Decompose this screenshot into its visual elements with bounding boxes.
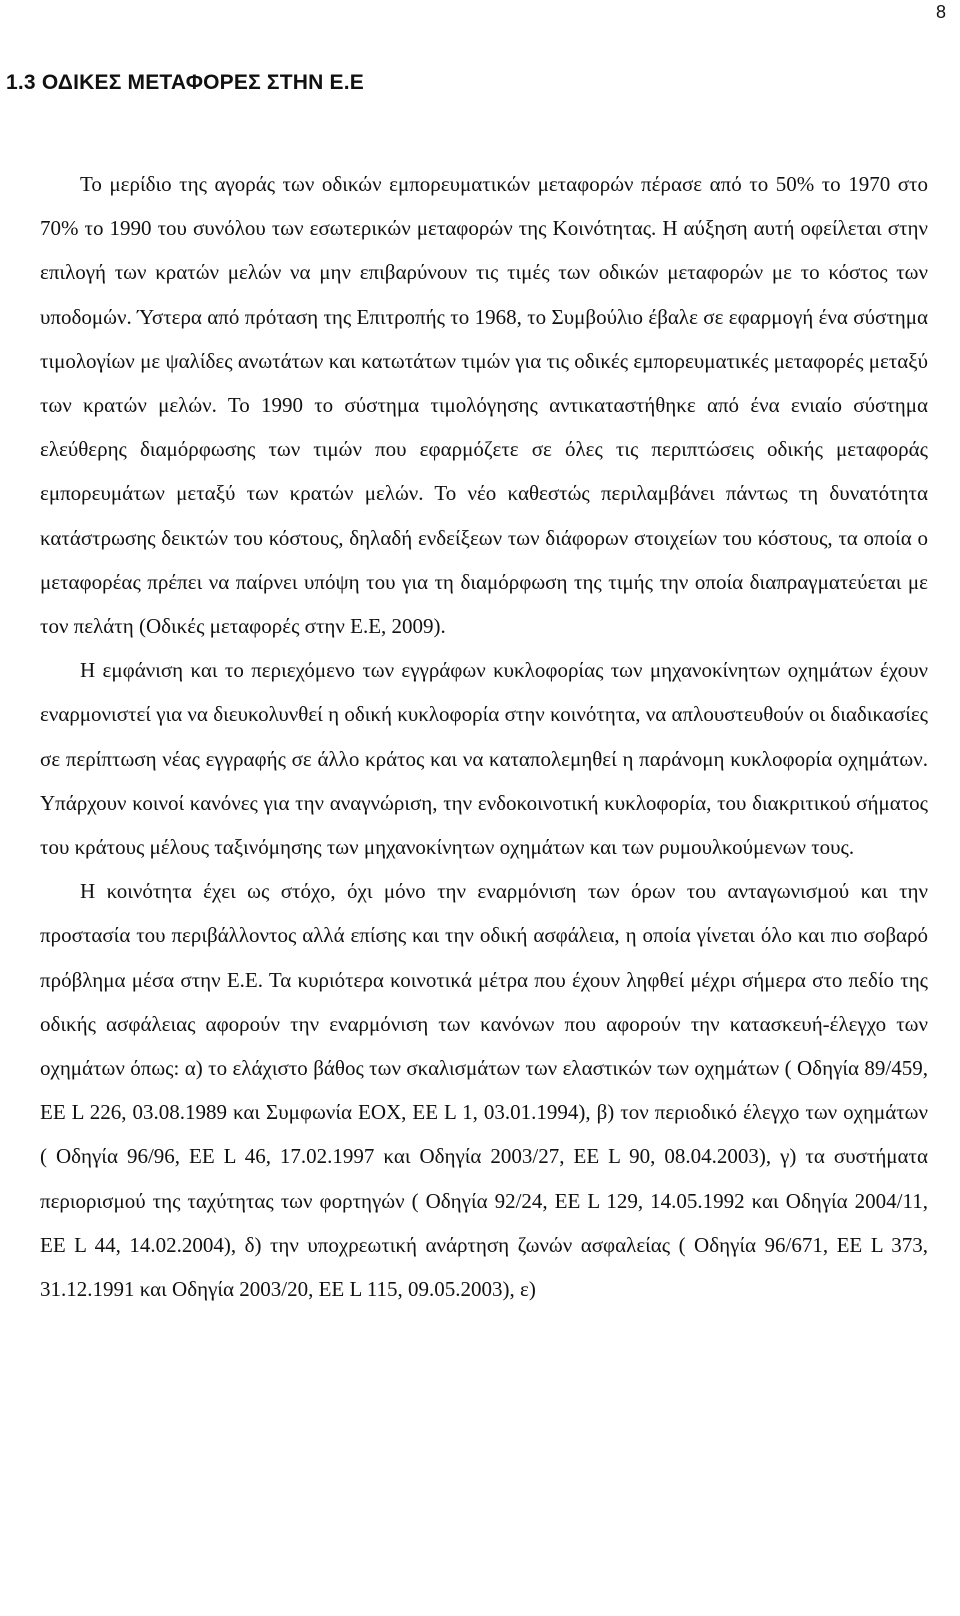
paragraph-road-freight-market: Το μερίδιο της αγοράς των οδικών εμπορευματικών μεταφορών πέρασε από το 50% το 1970 στο 70% το 1990 του συνόλου των εσωτερικών μεταφορών της Κοινότητας. Η αύξηση αυτή οφείλεται στην επιλογή των κρατών μελών να μην επιβαρύνουν τις τιμές των οδικών μεταφορών με το κόστος των υποδομών. Ύστερα από πρόταση της Επιτροπής το 1968, το Συμβούλιο έβαλε σε εφαρμογή ένα σύστημα τιμολογίων με ψαλίδες ανωτάτων και κατωτάτων τιμών για τις οδικές εμπορευματικές μεταφορές μεταξύ των κρατών μελών. Το 1990 το σύστημα τιμολόγησης αντικαταστήθηκε από ένα ενιαίο σύστημα ελεύθερης διαμόρφωσης των τιμών που εφαρμόζετε σε όλες τις περιπτώσεις οδικής μεταφοράς εμπορευμάτων μεταξύ των κρατών μελών. Το νέο καθεστώς περιλαμβάνει πάντως τη δυνατότητα κατάστρωσης δεικτών του κόστους, δηλαδή ενδείξεων των διάφορων στοιχείων του κόστους, τα οποία ο μεταφορέας πρέπει να παίρνει υπόψη του για τη διαμόρφωση της τιμής την οποία διαπραγματεύεται με τον πελάτη (Οδικές μεταφορές στην Ε.Ε, 2009). xyxy=(40,172,928,639)
paragraph-vehicle-registration: Η εμφάνιση και το περιεχόμενο των εγγράφων κυκλοφορίας των μηχανοκίνητων οχημάτων έχουν εναρμονιστεί για να διευκολυνθεί η οδική κυκλοφορία στην κοινότητα, να απλουστευθούν οι διαδικασίες σε περίπτωση νέας εγγραφής σε άλλο κράτος και να καταπολεμηθεί η παράνομη κυκλοφορία οχημάτων. Υπάρχουν κοινοί κανόνες για την αναγνώριση, την ενδοκοινοτική κυκλοφορία, του διακριτικού σήματος του κράτους μέλους ταξινόμησης των μηχανοκίνητων οχημάτων και των ρυμουλκούμενων τους. xyxy=(40,658,928,860)
section-heading: 1.3 ΟΔΙΚΕΣ ΜΕΤΑΦΟΡΕΣ ΣΤΗΝ Ε.Ε xyxy=(6,71,364,94)
body-text xyxy=(40,162,928,1311)
page-number: 8 xyxy=(935,2,946,22)
paragraph-road-safety: Η κοινότητα έχει ως στόχο, όχι μόνο την εναρμόνιση των όρων του ανταγωνισμού και την προστασία του περιβάλλοντος αλλά επίσης και την οδική ασφάλεια, η οποία γίνεται όλο και πιο σοβαρό πρόβλημα μέσα στην Ε.Ε. Τα κυριότερα κοινοτικά μέτρα που έχουν ληφθεί μέχρι σήμερα στο πεδίο της οδικής ασφάλειας αφορούν την εναρμόνιση των κανόνων που αφορούν την κατασκευή-έλεγχο των οχημάτων όπως: α) το ελάχιστο βάθος των σκαλισμάτων των ελαστικών των οχημάτων ( Οδηγία 89/459, ΕΕ L 226, 03.08.1989 και Συμφωνία ΕΟΧ, ΕΕ L 1, 03.01.1994), β) τον περιοδικό έλεγχο των οχημάτων ( Οδηγία 96/96, ΕΕ L 46, 17.02.1997 και Οδηγία 2003/27, ΕΕ L 90, 08.04.2003), γ) τα συστήματα περιορισμού της ταχύτητας των φορτηγών ( Οδηγία 92/24, ΕΕ L 129, 14.05.1992 και Οδηγία 2004/11, ΕΕ L 44, 14.02.2004), δ) την υποχρεωτική ανάρτηση ζωνών ασφαλείας ( Οδηγία 96/671, ΕΕ L 373, 31.12.1991 και Οδηγία 2003/20, ΕΕ L 115, 09.05.2003), ε) xyxy=(40,879,928,1302)
